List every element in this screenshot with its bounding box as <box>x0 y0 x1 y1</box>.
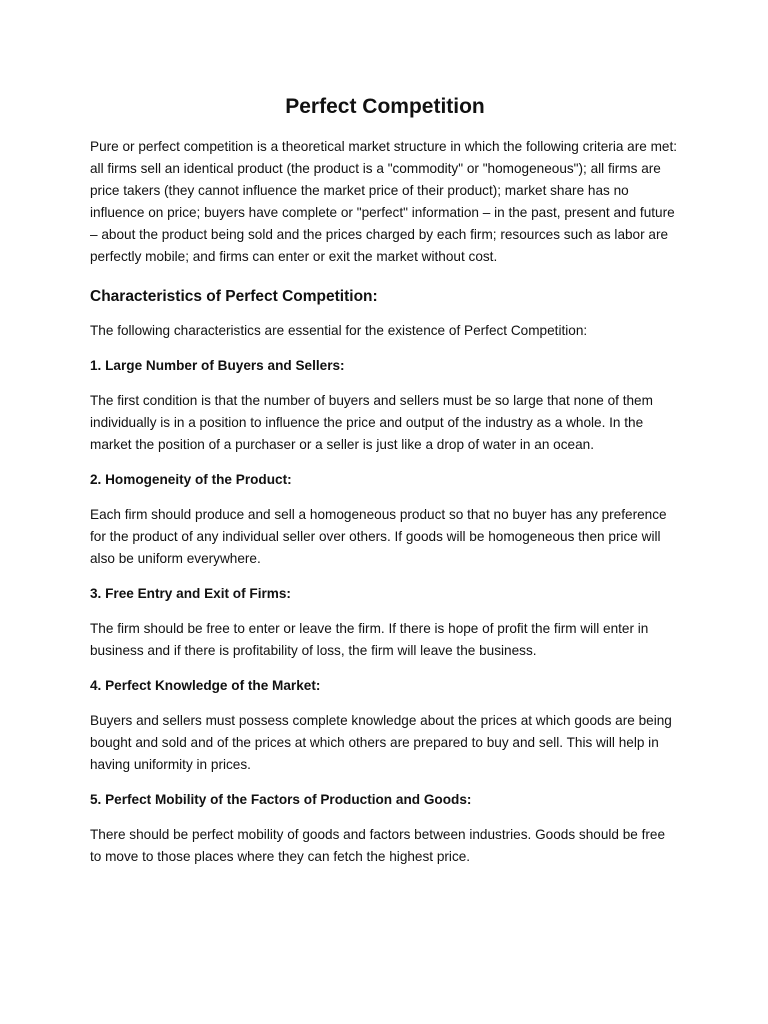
section-lead-paragraph: The following characteristics are essential for the existence of Perfect Competition: <box>90 323 588 338</box>
characteristic-body-4: Buyers and sellers must possess complete knowledge about the prices at which goods are being bought and sold and of the prices at which others are prepared to buy and sell. This will help in having uniformity in prices. <box>90 713 672 772</box>
page-title: Perfect Competition <box>285 95 485 118</box>
characteristic-heading-1: 1. Large Number of Buyers and Sellers: <box>90 358 345 373</box>
characteristic-body-1: The first condition is that the number of buyers and sellers must be so large that none of them individually is in a position to influence the price and output of the industry as a whole. In the market the position of a purchaser or a seller is just like a drop of water in an ocean. <box>90 393 653 452</box>
section-heading: Characteristics of Perfect Competition: <box>90 288 378 305</box>
characteristic-body-5: There should be perfect mobility of goods and factors between industries. Goods should be free to move to those places where they can fetch the highest price. <box>90 827 666 864</box>
characteristic-body-2: Each firm should produce and sell a homogeneous product so that no buyer has any preference for the product of any individual seller over others. If goods will be homogeneous then price will also be uniform everywhere. <box>90 507 667 566</box>
document-page <box>90 92 680 881</box>
characteristic-heading-5: 5. Perfect Mobility of the Factors of Production and Goods: <box>90 792 472 807</box>
intro-paragraph: Pure or perfect competition is a theoretical market structure in which the following criteria are met: all firms sell an identical product (the product is a "commodity" or "homogeneous"); all firms are price takers (they cannot influence the market price of their product); market share has no influence on price; buyers have complete or "perfect" information – in the past, present and future – about the product being sold and the prices charged by each firm; resources such as labor are perfectly mobile; and firms can enter or exit the market without cost. <box>90 139 678 264</box>
characteristic-body-3: The firm should be free to enter or leave the firm. If there is hope of profit the firm will enter in business and if there is profitability of loss, the firm will leave the business. <box>90 621 649 658</box>
characteristic-heading-4: 4. Perfect Knowledge of the Market: <box>90 678 321 693</box>
characteristic-heading-3: 3. Free Entry and Exit of Firms: <box>90 586 291 601</box>
characteristic-heading-2: 2. Homogeneity of the Product: <box>90 472 292 487</box>
